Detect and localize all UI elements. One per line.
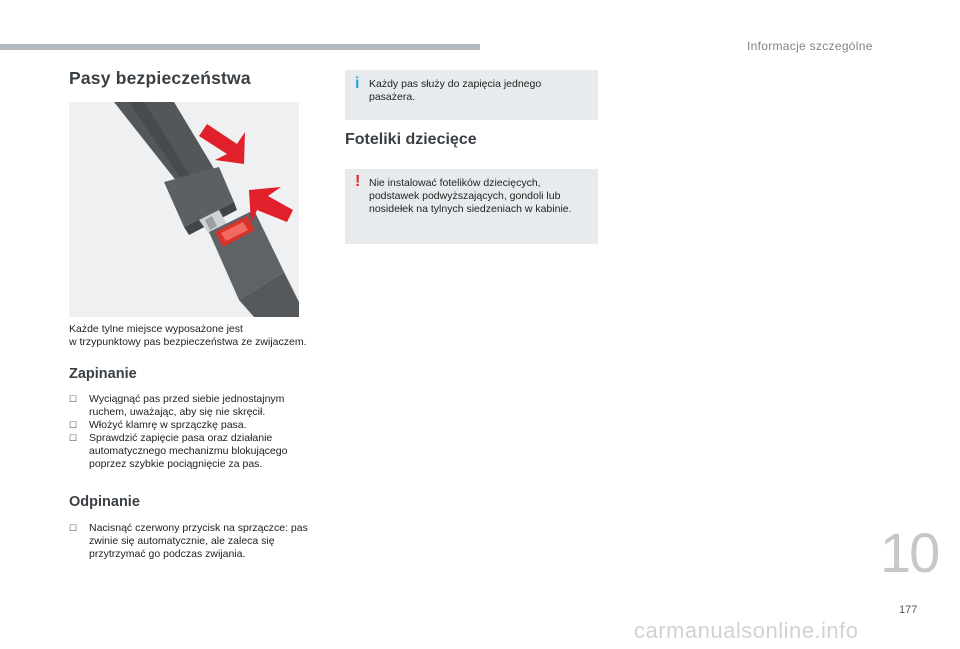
page-number: 177 — [899, 604, 918, 616]
list-item: ☐ Nacisnąć czerwony przycisk na sprzączce: pas zwinie się automatycznie, ale zaleca się przytrzymać go podczas zwijania. — [69, 522, 308, 560]
header-bar — [0, 44, 480, 50]
watermark: carmanualsonline.info — [634, 618, 859, 643]
list-item: ☐ Włożyć klamrę w sprzączkę pasa. — [69, 419, 247, 431]
seat-belt-illustration — [69, 102, 299, 317]
checkbox-bullet-icon: ☐ — [69, 523, 78, 533]
info-icon: i — [355, 75, 360, 92]
list-item: ☐ Sprawdzić zapięcie pasa oraz działanie automatycznego mechanizmu blokującego poprzez szybkie pociągnięcie za pas. — [69, 432, 288, 470]
warning-note: ! Nie instalować fotelików dziecięcych, podstawek podwyższających, gondoli lub nosidełek na tylnych siedzeniach w kabinie. — [345, 169, 598, 244]
unfastening-heading: Odpinanie — [69, 494, 140, 510]
unfastening-steps — [69, 522, 314, 561]
checkbox-bullet-icon: ☐ — [69, 433, 78, 443]
intro-text: Każde tylne miejsce wyposażone jest w trzypunktowy pas bezpieczeństwa ze zwijaczem. — [69, 323, 307, 348]
seat-belt-buckle-image — [69, 102, 299, 317]
chapter-number: 10 — [880, 521, 939, 584]
warning-icon: ! — [355, 173, 361, 190]
checkbox-bullet-icon: ☐ — [69, 394, 78, 404]
section-title: Informacje szczególne — [747, 39, 873, 53]
fastening-heading: Zapinanie — [69, 366, 137, 382]
list-item: ☐ Wyciągnąć pas przed siebie jednostajnym ruchem, uważając, aby się nie skręcił. — [69, 393, 285, 418]
info-note: i Każdy pas służy do zapięcia jednego pasażera. — [345, 70, 598, 120]
child-seats-title: Foteliki dziecięce — [345, 131, 477, 148]
fastening-steps — [69, 393, 314, 471]
page-title: Pasy bezpieczeństwa — [69, 68, 251, 88]
checkbox-bullet-icon: ☐ — [69, 420, 78, 430]
